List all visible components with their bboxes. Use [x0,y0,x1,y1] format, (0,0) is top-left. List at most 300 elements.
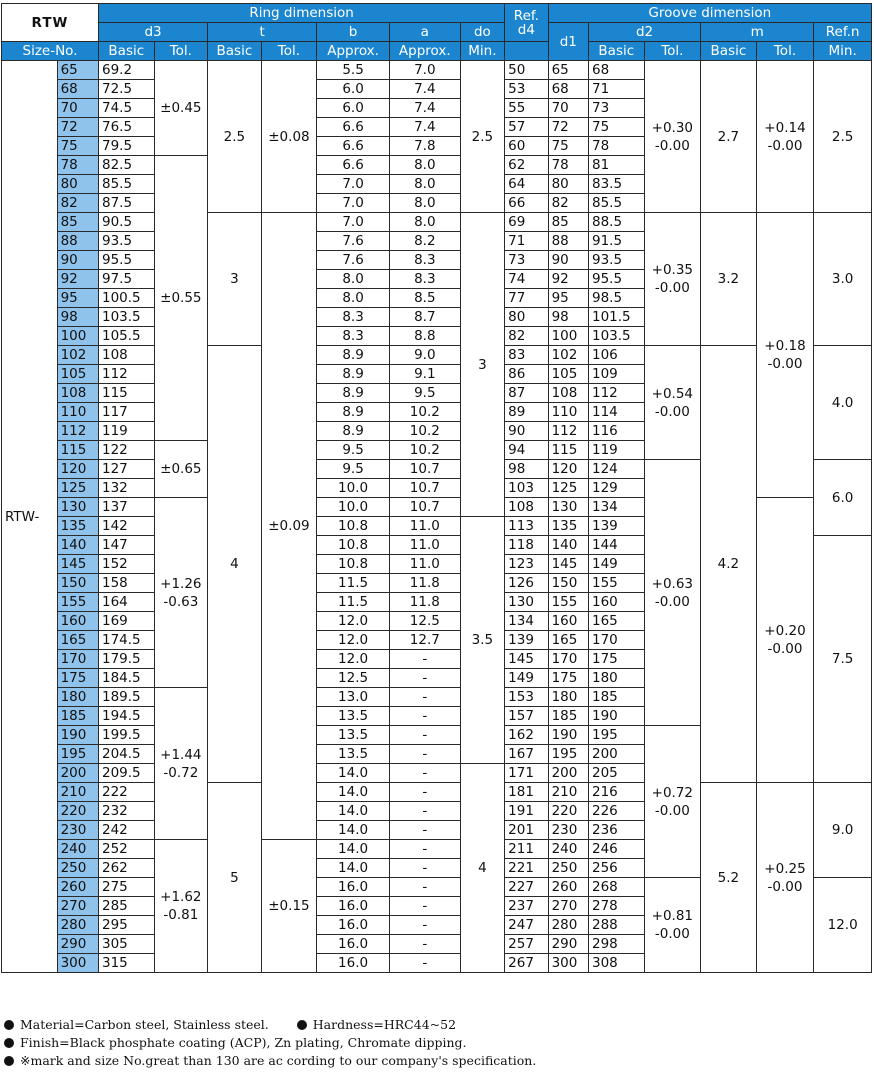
d3-basic: 285 [99,897,155,916]
size-no: 165 [57,631,98,650]
ref-d4: 267 [505,954,548,973]
b-approx: 14.0 [317,783,390,802]
d2-basic: 103.5 [589,327,645,346]
d3-basic: 122 [99,441,155,460]
size-no: 85 [57,213,98,232]
a-approx: - [389,821,460,840]
b-approx: 8.3 [317,308,390,327]
a-approx: 8.5 [389,289,460,308]
ref-d4: 73 [505,251,548,270]
d2-basic: 114 [589,403,645,422]
ref-d4: 171 [505,764,548,783]
d1: 92 [548,270,588,289]
ref-d4: 162 [505,726,548,745]
d1: 155 [548,593,588,612]
d3-basic: 103.5 [99,308,155,327]
size-no: 250 [57,859,98,878]
d1: 115 [548,441,588,460]
tol-upper: ±0.65 [160,461,202,477]
ref-d4: 134 [505,612,548,631]
d2-tol [644,726,701,878]
a-approx: 10.7 [389,498,460,517]
table-row [2,61,872,80]
refn-min-header: Min. [814,42,872,61]
b-approx: 13.5 [317,726,390,745]
size-no: 195 [57,745,98,764]
b-approx: 12.0 [317,650,390,669]
notes [4,1016,536,1070]
b-approx: 14.0 [317,840,390,859]
d2-basic: 185 [589,688,645,707]
b-approx: 16.0 [317,878,390,897]
d3-basic: 117 [99,403,155,422]
m-tol [756,61,814,213]
d2-basic: 195 [589,726,645,745]
b-approx: 11.5 [317,593,390,612]
a-approx: - [389,935,460,954]
m-header: m [701,23,814,42]
d2-basic: 73 [589,99,645,118]
a-approx: - [389,669,460,688]
ref-d4-header: Ref. d4 [505,4,548,42]
b-header: b [317,23,390,42]
a-approx: 8.3 [389,251,460,270]
b-approx: 7.0 [317,194,390,213]
t-tol: ±0.09 [261,213,317,840]
d3-basic: 305 [99,935,155,954]
d2-basic: 205 [589,764,645,783]
ref-d4: 181 [505,783,548,802]
d1: 65 [548,61,588,80]
d3-basic: 232 [99,802,155,821]
ref-d4: 62 [505,156,548,175]
b-approx: 6.6 [317,156,390,175]
t-basic-header: Basic [208,42,262,61]
b-approx: 8.9 [317,346,390,365]
d2-basic: 256 [589,859,645,878]
ref-d4: 123 [505,555,548,574]
d2-basic: 298 [589,935,645,954]
d2-basic: 78 [589,137,645,156]
d3-tol [154,441,208,498]
refn-min: 12.0 [814,878,872,973]
a-approx: 11.8 [389,574,460,593]
ref-d4: 98 [505,460,548,479]
tol-upper: ±0.55 [160,290,202,306]
d3-basic: 295 [99,916,155,935]
d1: 80 [548,175,588,194]
size-no: 115 [57,441,98,460]
d3-basic: 252 [99,840,155,859]
ref-d4: 126 [505,574,548,593]
d2-basic: 98.5 [589,289,645,308]
d3-basic: 189.5 [99,688,155,707]
b-approx-header: Approx. [317,42,390,61]
ref-d4: 153 [505,688,548,707]
d3-basic: 82.5 [99,156,155,175]
ref-d4: 57 [505,118,548,137]
tol-lower: -0.00 [654,926,690,942]
refn-min: 9.0 [814,783,872,878]
d1-header: d1 [548,23,588,61]
d1: 70 [548,99,588,118]
a-approx: - [389,840,460,859]
d3-basic: 105.5 [99,327,155,346]
b-approx: 12.0 [317,612,390,631]
a-approx: - [389,954,460,973]
d1: 90 [548,251,588,270]
d3-basic: 174.5 [99,631,155,650]
size-no: 95 [57,289,98,308]
b-approx: 13.0 [317,688,390,707]
tol-lower: -0.00 [767,356,803,372]
ref-d4: 157 [505,707,548,726]
d1: 195 [548,745,588,764]
ref-d4: 89 [505,403,548,422]
refn-min: 6.0 [814,460,872,536]
ref-d4: 60 [505,137,548,156]
tol-upper: ±0.45 [160,100,202,116]
d1: 175 [548,669,588,688]
a-approx: 9.5 [389,384,460,403]
note-hardness: Hardness=HRC44~52 [312,1017,457,1032]
tol-upper: +0.18 [764,338,806,354]
m-basic: 2.7 [701,61,757,213]
size-no: 155 [57,593,98,612]
tol-lower: -0.00 [654,593,690,610]
m-basic: 4.2 [701,346,757,783]
b-approx: 13.5 [317,707,390,726]
d2-basic: 216 [589,783,645,802]
d2-basic: 278 [589,897,645,916]
table-row [2,783,872,802]
size-no: 88 [57,232,98,251]
size-no: 270 [57,897,98,916]
d2-basic: 236 [589,821,645,840]
d2-basic: 144 [589,536,645,555]
a-approx: 7.4 [389,80,460,99]
d2-basic: 83.5 [589,175,645,194]
a-approx: - [389,916,460,935]
d1: 190 [548,726,588,745]
d1: 135 [548,517,588,536]
d2-tol [644,61,701,213]
b-approx: 14.0 [317,859,390,878]
ref-d4: 118 [505,536,548,555]
tol-lower: -0.00 [767,641,803,657]
b-approx: 16.0 [317,897,390,916]
a-approx: 7.4 [389,99,460,118]
m-tol-header: Tol. [756,42,814,61]
tol-upper: +0.30 [651,119,694,136]
d1: 78 [548,156,588,175]
t-header: t [208,23,317,42]
do-header: do [460,23,504,42]
size-no: 82 [57,194,98,213]
size-no: 92 [57,270,98,289]
b-approx: 14.0 [317,802,390,821]
b-approx: 8.3 [317,327,390,346]
d2-basic: 81 [589,156,645,175]
size-no: 190 [57,726,98,745]
a-approx: - [389,897,460,916]
b-approx: 9.5 [317,460,390,479]
d3-basic: 164 [99,593,155,612]
a-approx: - [389,802,460,821]
d3-basic: 209.5 [99,764,155,783]
size-no: 200 [57,764,98,783]
a-approx: 9.1 [389,365,460,384]
b-approx: 10.8 [317,555,390,574]
a-approx: 8.0 [389,213,460,232]
d3-basic: 315 [99,954,155,973]
ref-d4: 108 [505,498,548,517]
t-basic: 4 [208,346,262,783]
bullet-icon [4,1038,14,1048]
d2-tol-header: Tol. [644,42,701,61]
d2-basic: 101.5 [589,308,645,327]
a-approx: - [389,650,460,669]
d3-basic-header: Basic [99,42,155,61]
a-approx: 7.0 [389,61,460,80]
b-approx: 12.5 [317,669,390,688]
d3-basic: 115 [99,384,155,403]
d3-basic: 112 [99,365,155,384]
tol-upper: +1.26 [160,575,202,592]
d1: 160 [548,612,588,631]
a-approx: - [389,859,460,878]
size-no: 300 [57,954,98,973]
b-approx: 7.0 [317,175,390,194]
refn-min: 7.5 [814,536,872,783]
groove-dimension-header: Groove dimension [548,4,871,23]
d1: 72 [548,118,588,137]
d2-basic: 200 [589,745,645,764]
tol-lower: -0.00 [767,878,803,895]
a-approx: - [389,764,460,783]
size-no: 185 [57,707,98,726]
refn-min: 2.5 [814,61,872,213]
tol-lower: -0.81 [163,907,199,923]
do-min: 4 [460,764,504,973]
b-approx: 7.0 [317,213,390,232]
ref-d4: 82 [505,327,548,346]
b-approx: 6.0 [317,80,390,99]
d3-basic: 222 [99,783,155,802]
size-no: 112 [57,422,98,441]
size-no: 175 [57,669,98,688]
size-no: 290 [57,935,98,954]
a-approx: 8.0 [389,175,460,194]
refn-header: Ref.n [814,23,872,42]
d1: 75 [548,137,588,156]
t-tol: ±0.08 [261,61,317,213]
do-min-header: Min. [460,42,504,61]
b-approx: 10.0 [317,479,390,498]
do-min: 2.5 [460,61,504,213]
ref-d4: 64 [505,175,548,194]
table-row [2,346,872,365]
d3-basic: 142 [99,517,155,536]
d2-tol [644,213,701,346]
d1: 250 [548,859,588,878]
d3-basic: 127 [99,460,155,479]
ref-d4: 130 [505,593,548,612]
b-approx: 7.6 [317,232,390,251]
d2-basic: 160 [589,593,645,612]
d3-basic: 72.5 [99,80,155,99]
size-no: 100 [57,327,98,346]
a-approx: 8.0 [389,194,460,213]
d3-basic: 204.5 [99,745,155,764]
d2-basic: 91.5 [589,232,645,251]
size-no: 160 [57,612,98,631]
ref-d4: 90 [505,422,548,441]
ref-d4: 167 [505,745,548,764]
ref-d4: 221 [505,859,548,878]
d3-basic: 147 [99,536,155,555]
a-approx: 7.4 [389,118,460,137]
size-no: 220 [57,802,98,821]
d1: 120 [548,460,588,479]
ref-d4: 94 [505,441,548,460]
d1: 112 [548,422,588,441]
size-no: 72 [57,118,98,137]
d3-basic: 184.5 [99,669,155,688]
d1: 110 [548,403,588,422]
ref-d4-blank-header [505,42,548,61]
ref-d4: 145 [505,650,548,669]
b-approx: 11.5 [317,574,390,593]
refn-min: 3.0 [814,213,872,346]
ref-d4: 257 [505,935,548,954]
b-approx: 10.8 [317,536,390,555]
b-approx: 12.0 [317,631,390,650]
d3-tol-header: Tol. [154,42,208,61]
size-no: 145 [57,555,98,574]
a-approx: 12.5 [389,612,460,631]
a-approx: - [389,707,460,726]
b-approx: 10.8 [317,517,390,536]
a-approx: 11.0 [389,536,460,555]
d3-header: d3 [99,23,208,42]
d1: 100 [548,327,588,346]
size-no: 140 [57,536,98,555]
size-no: 70 [57,99,98,118]
size-no: 110 [57,403,98,422]
d3-tol [154,498,208,688]
b-approx: 8.9 [317,365,390,384]
tol-upper: +0.14 [764,119,806,136]
d3-basic: 194.5 [99,707,155,726]
m-tol [756,498,814,783]
ref-d4: 53 [505,80,548,99]
d2-basic: 149 [589,555,645,574]
d2-tol [644,346,701,460]
tol-upper: +0.72 [651,784,694,801]
size-no: 78 [57,156,98,175]
ring-dimension-header: Ring dimension [99,4,505,23]
d2-basic: 190 [589,707,645,726]
b-approx: 8.9 [317,384,390,403]
d3-basic: 262 [99,859,155,878]
ref-d4: 86 [505,365,548,384]
a-approx: 8.2 [389,232,460,251]
note-line-2 [4,1034,536,1052]
ref-d4: 139 [505,631,548,650]
ref-d4: 227 [505,878,548,897]
a-approx: 10.7 [389,460,460,479]
size-prefix: RTW- [2,61,58,973]
size-no: 65 [57,61,98,80]
ref-d4: 80 [505,308,548,327]
d3-basic: 275 [99,878,155,897]
d3-tol [154,61,208,156]
d1: 200 [548,764,588,783]
d2-basic: 170 [589,631,645,650]
d2-basic: 95.5 [589,270,645,289]
d3-basic: 132 [99,479,155,498]
tol-upper: +0.35 [651,262,694,278]
d1: 102 [548,346,588,365]
d1: 140 [548,536,588,555]
ref-d4: 55 [505,99,548,118]
d3-basic: 199.5 [99,726,155,745]
b-approx: 8.9 [317,422,390,441]
d3-basic: 74.5 [99,99,155,118]
a-approx: 9.0 [389,346,460,365]
b-approx: 16.0 [317,954,390,973]
a-approx: - [389,726,460,745]
size-no: 170 [57,650,98,669]
a-approx: - [389,783,460,802]
d3-basic: 119 [99,422,155,441]
ref-d4: 50 [505,61,548,80]
ref-d4: 201 [505,821,548,840]
note-spec: ※mark and size No.great than 130 are ac cording to our company's specification. [20,1053,537,1068]
tol-upper: +0.63 [651,575,694,592]
size-no: 260 [57,878,98,897]
d2-basic: 112 [589,384,645,403]
t-basic: 2.5 [208,61,262,213]
m-tol [756,783,814,973]
d1: 82 [548,194,588,213]
bullet-icon [4,1020,14,1030]
d2-basic: 71 [589,80,645,99]
m-basic: 3.2 [701,213,757,346]
ref-d4: 191 [505,802,548,821]
a-approx: 11.8 [389,593,460,612]
ref-d4: 113 [505,517,548,536]
d3-basic: 76.5 [99,118,155,137]
tol-lower: -0.00 [654,802,690,819]
d2-tol [644,878,701,973]
ref-d4: 83 [505,346,548,365]
t-tol: ±0.15 [261,840,317,973]
tol-upper: +0.20 [764,623,806,639]
d3-basic: 169 [99,612,155,631]
ref-d4: 69 [505,213,548,232]
size-no: 130 [57,498,98,517]
d3-basic: 158 [99,574,155,593]
ref-d4: 66 [505,194,548,213]
a-approx: 10.7 [389,479,460,498]
size-no: 75 [57,137,98,156]
a-approx: 8.3 [389,270,460,289]
d2-basic: 165 [589,612,645,631]
a-approx: 8.0 [389,156,460,175]
t-tol-header: Tol. [261,42,317,61]
